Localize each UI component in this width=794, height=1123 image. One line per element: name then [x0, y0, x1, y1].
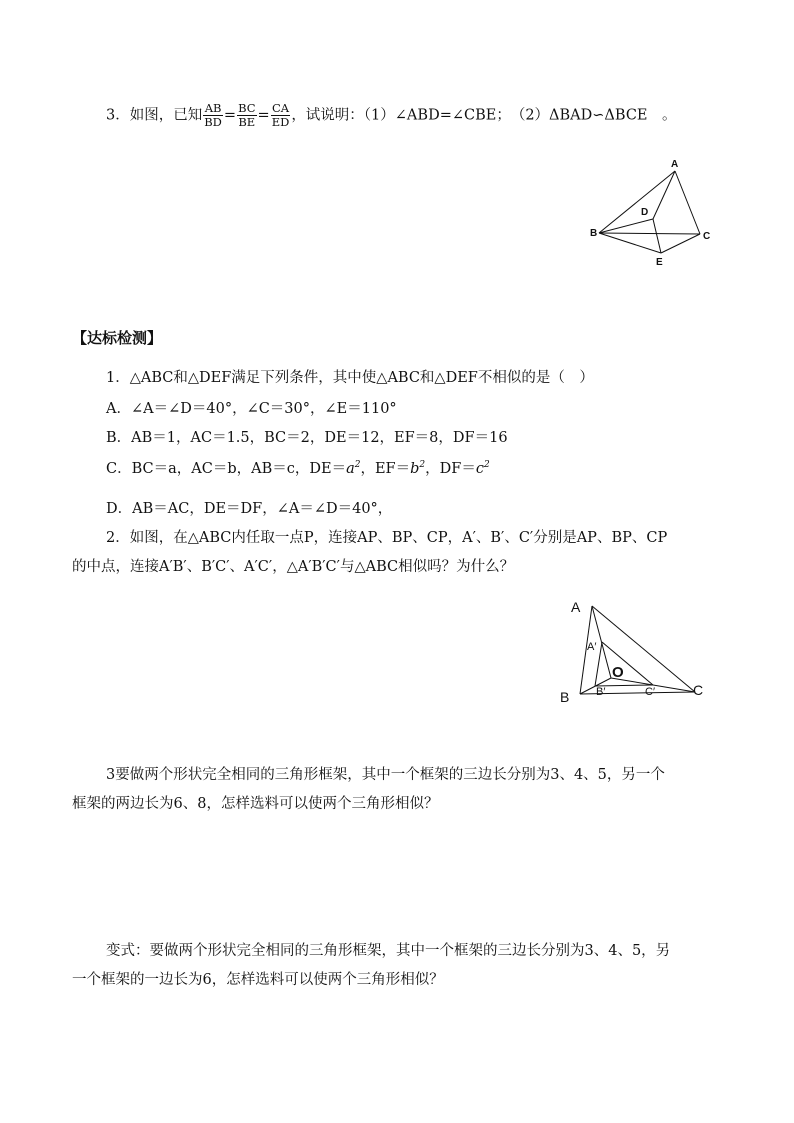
q1-option-c: C．BC＝a，AC＝b，AB＝c，$DE=a^2$，$EF=b^2$，$DF=c^2$ [106, 460, 490, 477]
point-label-a-prime: A′ [587, 641, 597, 653]
variant-line-2: 一个框架的一边长为6，怎样选料可以使两个三角形相似？ [72, 972, 444, 988]
section-title: 【达标检测】 [72, 329, 163, 347]
point-label-b: B [590, 228, 598, 239]
segment-ad [653, 171, 675, 219]
problem-3-prefix: 3．如图，已知 [106, 107, 203, 124]
point-label-d: D [641, 207, 649, 218]
q2-line-2: 的中点，连接A′B′、B′C′、A′C′，△A′B′C′与△ABC相似吗？为什么？ [72, 559, 515, 575]
fraction-ab-bd: $\frac{AB}{BD}$ [204, 101, 222, 129]
q1-stem: 1．△ABC和△DEF满足下列条件，其中使△ABC和△DEF不相似的是（ ） [106, 370, 594, 386]
q1-option-a: A．∠A＝∠D＝40°，∠C＝30°，∠E＝110° [106, 401, 397, 417]
variant-line-1: 变式：要做两个形状完全相同的三角形框架，其中一个框架的三边长分别为3、4、5，另 [106, 943, 671, 959]
point-label-c: C [693, 682, 704, 698]
point-label-b-prime: B′ [596, 686, 606, 698]
q1-option-d: D．AB＝AC，DE＝DF，∠A＝∠D＝40°， [106, 501, 393, 517]
point-label-b: B [560, 689, 570, 705]
point-label-o: O [612, 664, 624, 681]
segment-bc [599, 233, 700, 234]
segment-de [653, 219, 661, 253]
point-label-a: A [571, 599, 581, 615]
q1-option-b: B．AB＝1，AC＝1.5，BC＝2，DE＝12，EF＝8，DF＝16 [106, 430, 508, 446]
q3-line-1: 3要做两个形状完全相同的三角形框架，其中一个框架的三边长分别为3、4、5，另一个 [106, 767, 665, 783]
figure-triangle-abc-inner-a1b1c1 [557, 594, 717, 706]
point-label-e: E [656, 257, 663, 268]
point-label-c-prime: C′ [645, 686, 656, 698]
segment-ac [592, 606, 695, 692]
fraction-bc-be: $\frac{BC}{BE}$ [238, 101, 256, 129]
segment-be [599, 233, 661, 253]
segment-ac [675, 171, 700, 234]
q3-line-2: 框架的两边长为6、8，怎样选料可以使两个三角形相似？ [72, 796, 439, 812]
point-label-a: A [671, 159, 679, 170]
segment-ab [599, 171, 675, 233]
problem-3: 3．如图，已知 $\frac{AB}{BD}$ = $\frac{BC}{BE}$ = $\frac{CA}{ED}$ ，试说明：（1）∠ABD=∠CBE； （2）ΔBAD∽ΔBCE 。 [106, 101, 677, 129]
segment-ce [661, 234, 700, 253]
problem-3-suffix: ，试说明：（1）∠ABD=∠CBE； （2）ΔBAD∽ΔBCE 。 [291, 107, 677, 124]
q2-line-1: 2．如图，在△ABC内任取一点P，连接AP、BP、CP，A′、B′、C′分别是AP、BP、CP [106, 530, 668, 546]
figure-triangles-abc-dbe [585, 155, 715, 270]
fraction-ca-ed: $\frac{CA}{ED}$ [271, 101, 290, 129]
point-label-c: C [703, 231, 711, 242]
